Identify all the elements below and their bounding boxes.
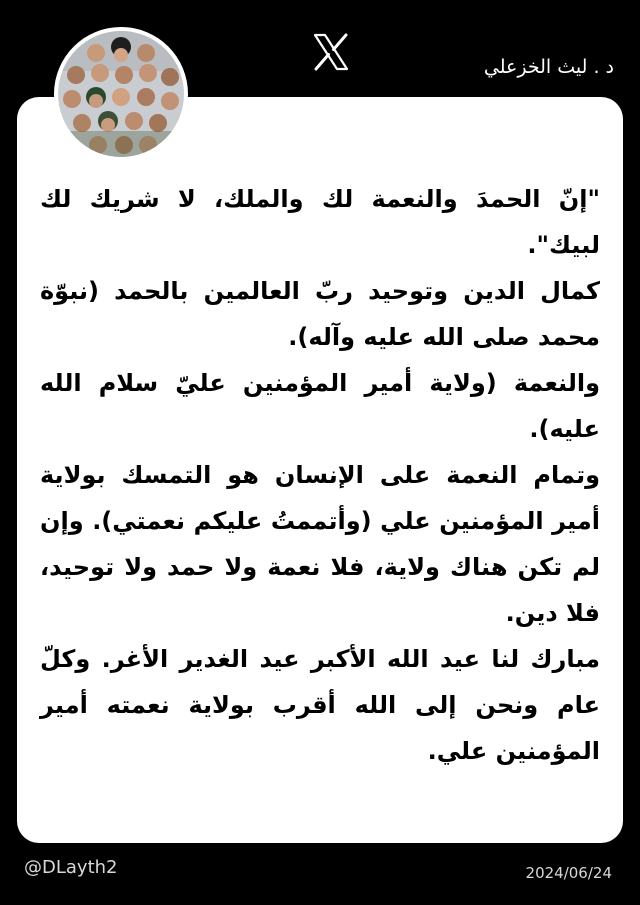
x-logo-icon[interactable] (311, 32, 351, 72)
post-date: 2024/06/24 (525, 864, 612, 882)
post-paragraph: مبارك لنا عيد الله الأكبر عيد الغدير الأغر. وكلّ عام ونحن إلى الله أقرب بولاية نعمته أمير المؤمنين علي. (40, 645, 600, 765)
author-name[interactable]: د . ليث الخزعلي (483, 56, 614, 78)
avatar[interactable] (54, 27, 188, 161)
post-paragraph: كمال الدين وتوحيد ربّ العالمين بالحمد (نبوّة محمد صلى الله عليه وآله). (40, 277, 600, 351)
post-paragraph: والنعمة (ولاية أمير المؤمنين عليّ سلام الله عليه). (40, 369, 600, 443)
user-handle[interactable]: @DLayth2 (24, 857, 118, 878)
post-paragraph: وتمام النعمة على الإنسان هو التمسك بولاية أمير المؤمنين علي (وأتممتُ عليكم نعمتي). وإن لم تكن هناك ولاية، فلا نعمة ولا حمد ولا توحيد، فلا دين. (40, 461, 600, 627)
post-text (40, 176, 600, 774)
post-paragraph: "إنّ الحمدَ والنعمة لك والملك، لا شريك لك لبيك". (40, 185, 600, 259)
group-portrait-icon (58, 31, 184, 157)
